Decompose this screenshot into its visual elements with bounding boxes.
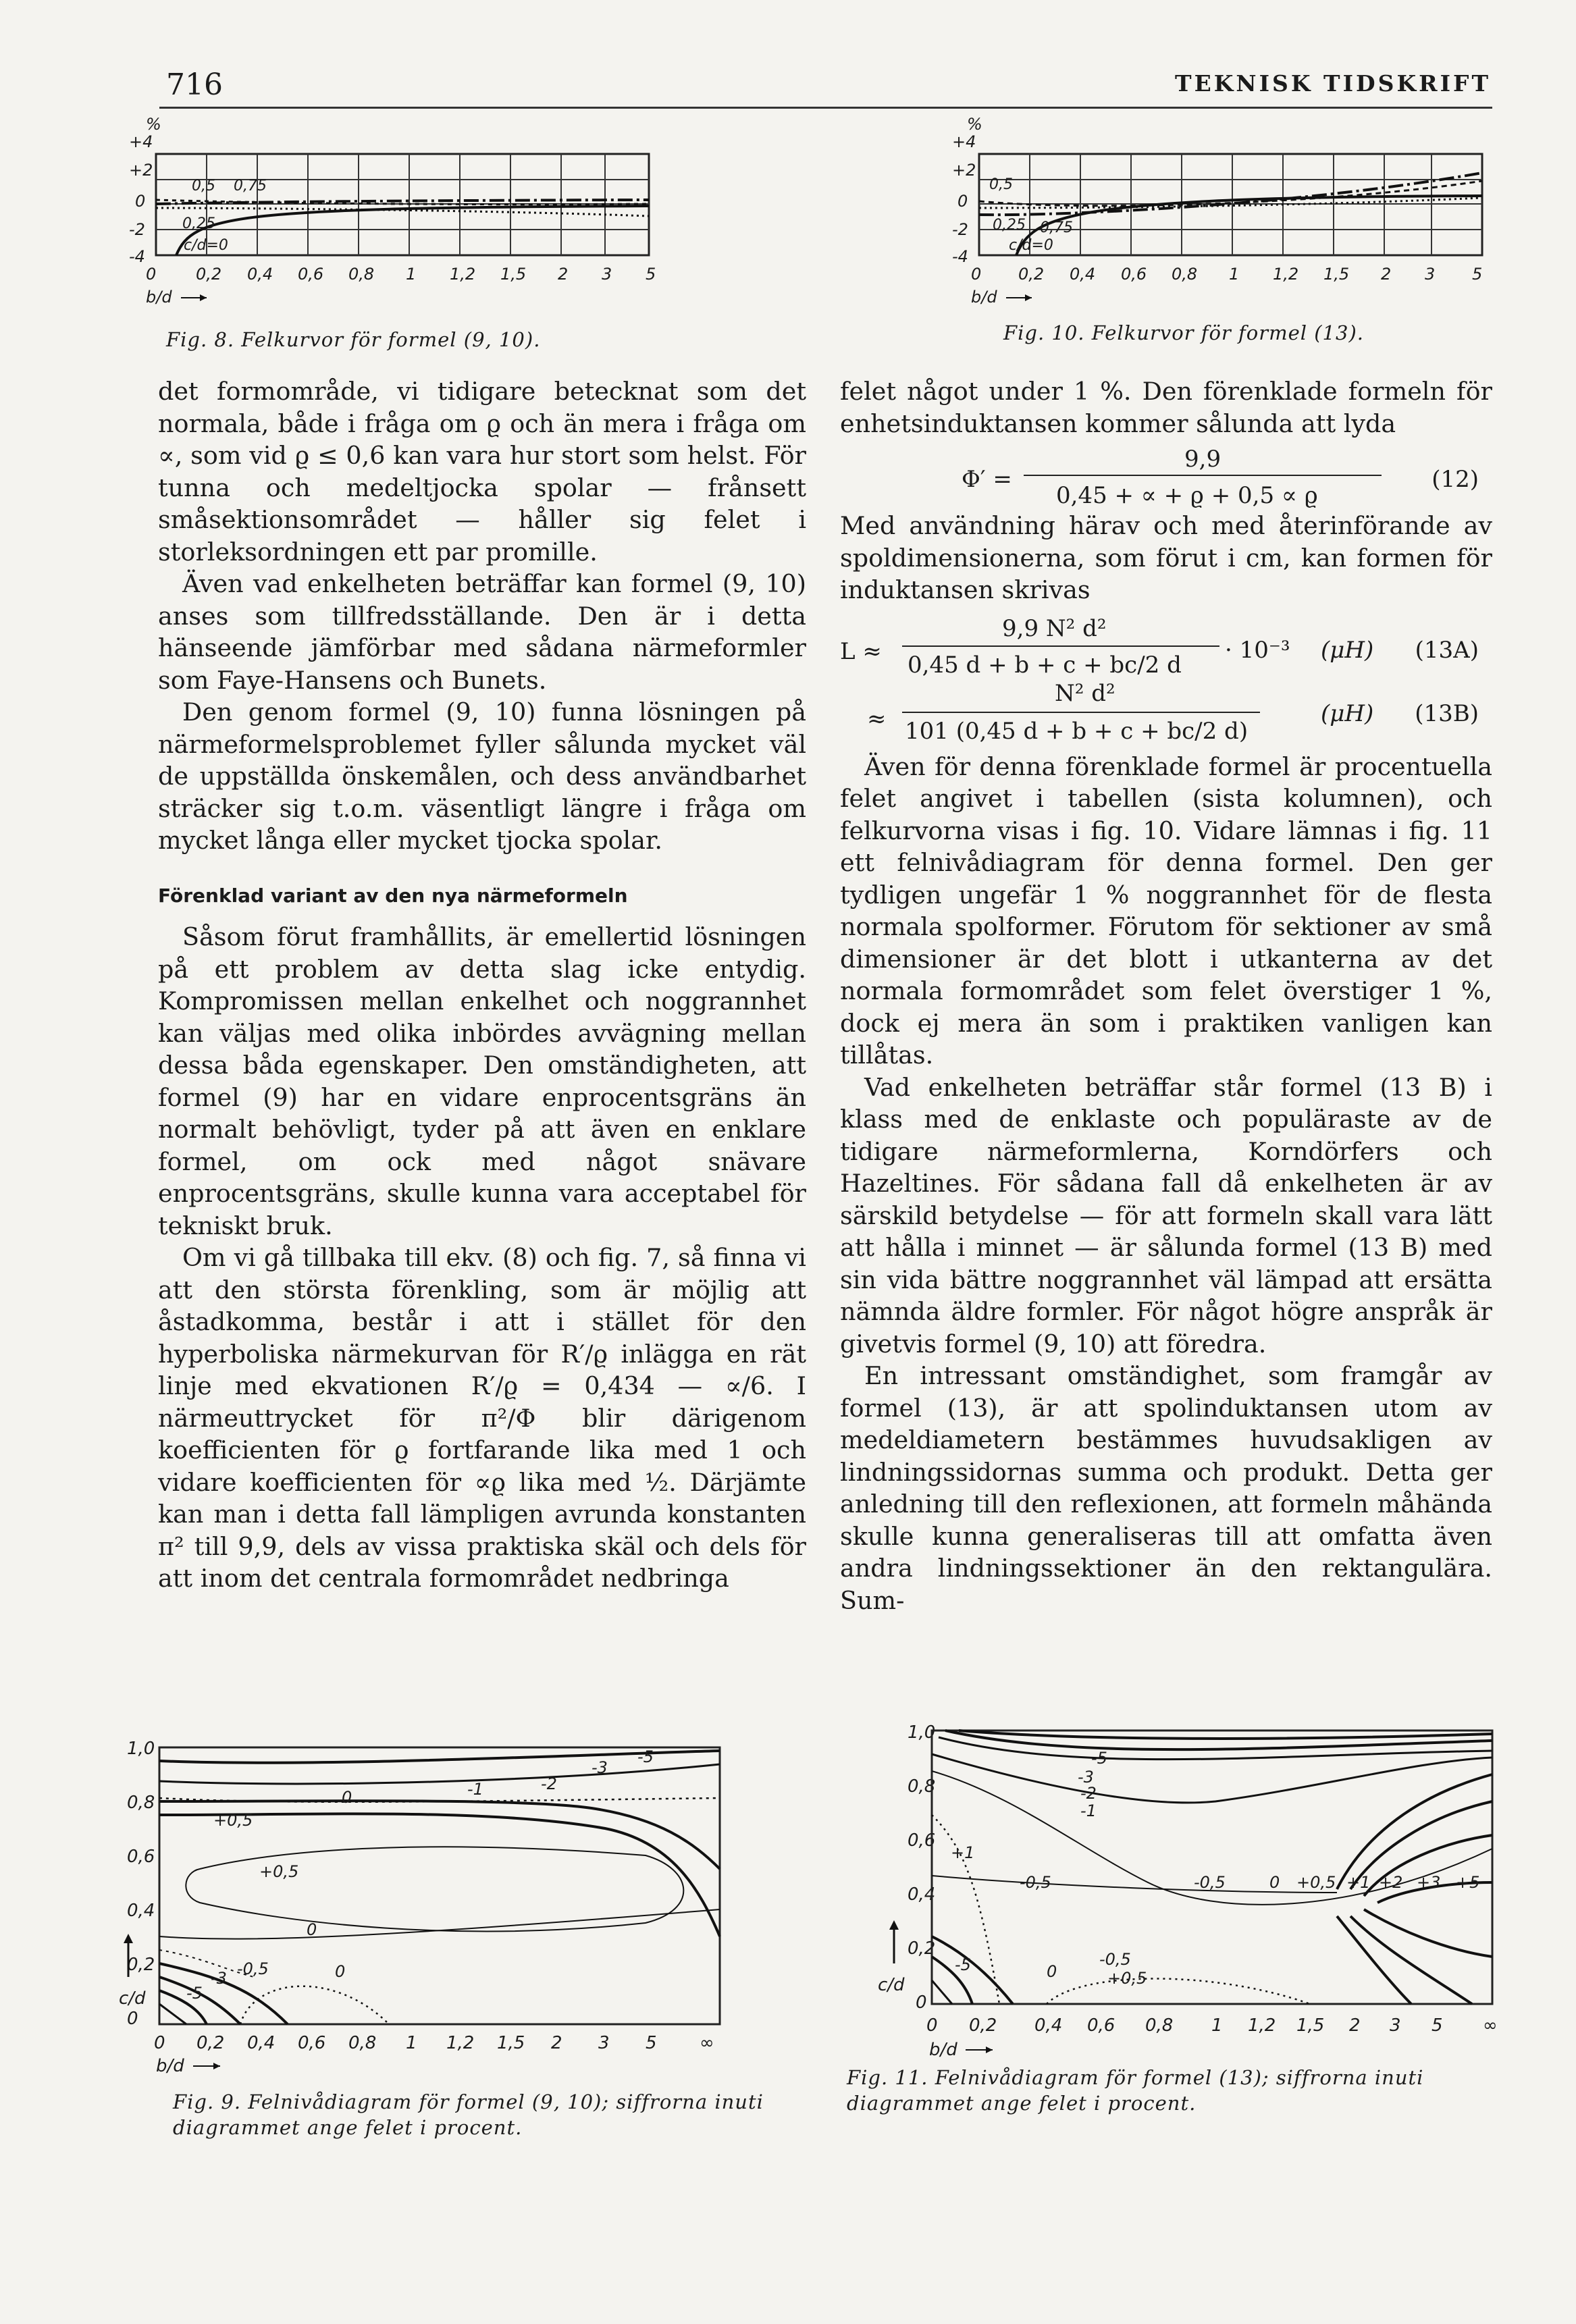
fig9-level-label: -0,5 xyxy=(237,1959,269,1978)
fig11-xtick: 0,6 xyxy=(1087,2015,1115,2036)
eq12-lhs: Φ′ = xyxy=(962,466,1012,493)
left-paragraph-2: Även vad enkelheten beträffar kan formel (9, 10) anses som tillfredsställande. Den är i detta hänseende jämförbar med sådana närmeformler som Faye-Hansens och Bunets. xyxy=(158,569,806,695)
fig9-level-label: -1 xyxy=(467,1780,483,1799)
fig8-xtick: 1,5 xyxy=(500,265,527,284)
fig11-ytick: 0,4 xyxy=(908,1884,936,1905)
fig10-ytick: +4 xyxy=(952,132,976,151)
fig8-ytick: +4 xyxy=(129,132,153,151)
right-paragraph-5: En intressant omständighet, som framgår av formel (13), är att spolinduktansen utom av medeldiametern bestämmes huvudsakligen av lindningssidornas summa och produkt. Detta ger anledning till den reflexionen, att formeln måhända skulle kunna generaliseras till att omfatta även andra lindningssektioner än den rektangulära. Sum- xyxy=(840,1361,1492,1615)
fig10-curve-label: 0,75 xyxy=(1040,219,1073,236)
fig11-caption-line-2: diagrammet ange felet i procent. xyxy=(847,2092,1197,2115)
fig10-curve-label: c/d=0 xyxy=(1009,237,1053,254)
fig8-caption: Fig. 8. Felkurvor för formel (9, 10). xyxy=(166,328,541,351)
fig8-ytick: -2 xyxy=(129,220,145,239)
fig11-xtick: ∞ xyxy=(1483,2015,1498,2036)
eq13b-label: (13B) xyxy=(1415,699,1479,727)
fig8-ytick: -4 xyxy=(129,247,145,266)
right-paragraph-2: Med användning härav och med återinförande av spoldimensionerna, som förut i cm, kan formen för induktansen skrivas xyxy=(840,511,1492,604)
fig8-xtick: 1 xyxy=(406,265,417,284)
fig10-xtick: 5 xyxy=(1472,265,1483,284)
fig9-level-label: 0 xyxy=(335,1962,346,1981)
fig10-xtick: 3 xyxy=(1425,265,1436,284)
eq13a-lhs: L ≈ xyxy=(840,637,882,665)
fig9-xtick: 0,8 xyxy=(348,2033,377,2053)
eq13b-numerator: N² d² xyxy=(1055,679,1115,707)
fig9-caption-line-2: diagrammet ange felet i procent. xyxy=(173,2116,523,2139)
fig10-x-label: b/d xyxy=(971,288,997,307)
fig9-level-label: 0 xyxy=(342,1788,352,1807)
fig8-curve-label: 0,5 xyxy=(192,178,215,194)
fig11-xtick: 2 xyxy=(1349,2015,1361,2036)
left-paragraph-4: Såsom förut framhållits, är emellertid lösningen på ett problem av detta slag icke entydig. Kompromissen mellan enkelhet och noggrannhet kan väljas med olika inbördes avvägning mellan dessa båda egenskaper. Den omständigheten, att formel (9) har en vidare enprocentsgräns än normalt behövligt, tyder på att även en enklare formel, om ock med något snävare enprocentsgräns, skulle kunna vara acceptabel för tekniskt bruk. xyxy=(158,922,806,1240)
fig9-ytick: 0,2 xyxy=(127,1955,155,1975)
fig9-xtick: 1,2 xyxy=(446,2033,475,2053)
fig11-level-label: -0,5 xyxy=(1194,1873,1226,1892)
fig9-xtick: 0 xyxy=(154,2033,165,2053)
fig11-level-label: +5 xyxy=(1456,1873,1480,1892)
fig10-xtick: 0,4 xyxy=(1070,265,1096,284)
fig8-curve-label: c/d=0 xyxy=(184,237,228,254)
fig11-level-label: -0,5 xyxy=(1020,1873,1051,1892)
fig10-ytick: 0 xyxy=(957,192,968,211)
fig10-xtick: 2 xyxy=(1381,265,1392,284)
eq13a-unit: (μH) xyxy=(1321,636,1374,664)
fig8-xtick: 5 xyxy=(646,265,656,284)
fig9-level-label: +0,5 xyxy=(259,1862,299,1881)
fig8-xtick: 1,2 xyxy=(450,265,476,284)
fig9-level-label: -3 xyxy=(211,1969,227,1988)
equation-13a xyxy=(840,610,1492,678)
fig10-xtick: 1 xyxy=(1229,265,1240,284)
fig11-caption-line-1: Fig. 11. Felnivådiagram för formel (13); siffrorna inuti xyxy=(847,2066,1424,2089)
fig10-curve-label: 0,5 xyxy=(989,176,1013,193)
fig11-level-label: +2 xyxy=(1379,1873,1403,1892)
fig9-level-label: -3 xyxy=(592,1758,608,1777)
fig9-ytick: 0 xyxy=(127,2009,138,2029)
header-rule xyxy=(159,107,1492,109)
fig10-xtick: 0,6 xyxy=(1121,265,1147,284)
fig11-level-label: -2 xyxy=(1080,1784,1097,1803)
left-paragraph-1: det formområde, vi tidigare betecknat som det normala, både i fråga om ϱ och än mera i fråga om ∝, som vid ϱ ≤ 0,6 kan vara hur stort som helst. För tunna och medeltjocka spolar — frånsett småsektionsområdet — håller sig felet i storleksordningen ett par promille. xyxy=(158,377,806,566)
fig8-xtick: 0 xyxy=(146,265,157,284)
fig11-ytick: 0,2 xyxy=(908,1938,936,1959)
fig11-ytick: 0,6 xyxy=(908,1830,936,1851)
fig9-xtick: 0,6 xyxy=(298,2033,326,2053)
fig11-level-label: 0 xyxy=(1269,1873,1280,1892)
fig11-level-label: -5 xyxy=(1091,1749,1107,1768)
fig8-xtick: 0,6 xyxy=(298,265,324,284)
fig10-curve-label: 0,25 xyxy=(993,217,1026,234)
fig8-y-unit: % xyxy=(146,115,161,134)
fig11-level-label: -3 xyxy=(1078,1768,1094,1787)
eq13a-denominator: 0,45 d + b + c + bc/2 d xyxy=(908,651,1182,679)
fig10-ytick: +2 xyxy=(952,161,976,180)
fig9-ytick: 0,6 xyxy=(127,1847,155,1867)
fig11-xtick: 0,4 xyxy=(1034,2015,1063,2036)
fig10-xtick: 1,5 xyxy=(1323,265,1350,284)
fig8-xtick: 0,2 xyxy=(196,265,222,284)
fig11-xtick: 1 xyxy=(1211,2015,1223,2036)
fig9-level-label: -5 xyxy=(186,1984,203,2003)
fig9-ytick: 1,0 xyxy=(127,1739,155,1759)
fig9-xtick: 5 xyxy=(646,2033,657,2053)
fig10-y-unit: % xyxy=(967,115,982,134)
fig8-ytick: 0 xyxy=(135,192,146,211)
right-paragraph-4: Vad enkelheten beträffar står formel (13 B) i klass med de enklaste och populäraste av de tidigare närmeformlerna, Korndörfers och Hazeltines. För sådana fall då enkelheten är av särskild betydelse — för att formeln skall vara lätt att hålla i minnet — är sålunda formel (13 B) med sin vida bättre noggrannhet väl lämpad att ersätta nämnda äldre formler. För något högre anspråk är givetvis formel (9, 10) att föredra. xyxy=(840,1072,1492,1358)
fig11-xtick: 3 xyxy=(1390,2015,1401,2036)
eq12-numerator: 9,9 xyxy=(1184,446,1222,473)
fig11-level-label: -5 xyxy=(955,1955,971,1974)
figure-11 xyxy=(878,1714,1513,2071)
fig8-x-label: b/d xyxy=(146,288,172,307)
fig11-level-label: 0 xyxy=(1047,1962,1057,1981)
equation-12 xyxy=(840,440,1492,510)
fig11-ytick: 1,0 xyxy=(908,1722,936,1743)
section-heading: Förenklad variant av den nya närmeformeln xyxy=(158,884,628,907)
fig11-xtick: 0,2 xyxy=(969,2015,997,2036)
fig9-xtick: 2 xyxy=(551,2033,562,2053)
left-column xyxy=(158,375,806,1595)
fig9-xtick: ∞ xyxy=(700,2033,714,2053)
fig11-xtick: 1,2 xyxy=(1248,2015,1276,2036)
fig11-level-label: +3 xyxy=(1417,1873,1441,1892)
fig9-level-label: +0,5 xyxy=(213,1811,253,1830)
fig9-level-label: -2 xyxy=(541,1774,557,1793)
eq13b-unit: (μH) xyxy=(1321,699,1374,727)
fig8-xtick: 3 xyxy=(602,265,612,284)
fig9-caption-line-1: Fig. 9. Felnivådiagram för formel (9, 10); siffrorna inuti xyxy=(173,2090,764,2113)
fig11-level-label: -1 xyxy=(1080,1801,1097,1820)
right-paragraph-1: felet något under 1 %. Den förenklade formeln för enhetsinduktansen kommer sålunda att lyda xyxy=(840,377,1492,438)
fig11-level-label: -0,5 xyxy=(1099,1950,1131,1969)
journal-title: TEKNISK TIDSKRIFT xyxy=(1175,70,1491,97)
eq12-label: (12) xyxy=(1431,466,1479,493)
fig8-xtick: 2 xyxy=(558,265,569,284)
figure-10 xyxy=(952,113,1499,309)
fig10-xtick: 0,2 xyxy=(1018,265,1045,284)
eq13a-numerator: 9,9 N² d² xyxy=(1002,614,1107,642)
eq13a-factor: · 10⁻³ xyxy=(1225,636,1290,664)
fig8-curve-label: 0,25 xyxy=(182,215,215,232)
fig11-x-label: b/d xyxy=(929,2040,957,2060)
fig11-level-label: +1 xyxy=(1346,1873,1371,1892)
fig10-caption: Fig. 10. Felkurvor för formel (13). xyxy=(1003,321,1364,344)
fig11-xtick: 0 xyxy=(926,2015,938,2036)
fig9-xtick: 1,5 xyxy=(497,2033,525,2053)
fig9-xtick: 0,4 xyxy=(247,2033,275,2053)
fig10-ytick: -2 xyxy=(952,220,968,239)
fig9-ytick: 0,8 xyxy=(127,1793,155,1813)
fig9-y-label: c/d xyxy=(119,1988,146,2009)
right-paragraph-3: Även för denna förenklade formel är procentuella felet angivet i tabellen (sista kolumnen), och felkurvorna visas i fig. 10. Vidare lämnas i fig. 11 ett felnivådiagram för denna formel. Den ger tydligen ungefär 1 % noggrannhet för de flesta normala spolformer. Förutom för sektioner av små dimensioner är det blott i utkanterna av det normala formområdet som felet överstiger 1 %, dock ej mera än som i praktiken vanligen kan tillåtas. xyxy=(840,751,1492,1069)
figure-9 xyxy=(119,1734,747,2078)
fig9-level-label: 0 xyxy=(307,1920,317,1939)
fig11-xtick: 5 xyxy=(1431,2015,1443,2036)
fig8-ytick: +2 xyxy=(129,161,153,180)
fig9-ytick: 0,4 xyxy=(127,1901,155,1921)
fig11-y-label: c/d xyxy=(878,1975,905,1995)
fig8-xtick: 0,4 xyxy=(247,265,273,284)
fig10-ytick: -4 xyxy=(952,247,968,266)
fig10-xtick: 1,2 xyxy=(1273,265,1299,284)
fig11-ytick: 0,8 xyxy=(908,1776,936,1797)
fig11-level-label: +0,5 xyxy=(1296,1873,1336,1892)
left-paragraph-3: Den genom formel (9, 10) funna lösningen på närmeformelsproblemet fyller sålunda mycket väl de uppställda önskemålen, och dess användbarhet sträcker sig t.o.m. väsentligt längre i fråga om mycket långa eller mycket tjocka spolar. xyxy=(158,697,806,855)
page-number: 716 xyxy=(166,68,223,102)
fig9-x-label: b/d xyxy=(156,2056,184,2076)
fig11-xtick: 0,8 xyxy=(1145,2015,1174,2036)
right-column xyxy=(840,375,1492,1616)
fig9-xtick: 3 xyxy=(598,2033,610,2053)
fig9-xtick: 0,2 xyxy=(196,2033,225,2053)
left-paragraph-5: Om vi gå tillbaka till ekv. (8) och fig. 7, så finna vi att den största förenkling, som är möjlig att åstadkomma, består i att i stället för den hyperboliska närmekurvan för R′/ϱ inlägga en rät linje med ekvationen R′/ϱ = 0,434 — ∝/6. I närmeuttrycket för π²/Φ blir därigenom koefficienten för ϱ fortfarande lika med 1 och vidare koefficienten för ∝ϱ lika med ½. Därjämte kan man i detta fall lämpligen avrunda konstanten π² till 9,9, dels av vissa praktiska skäl och dels för att inom det centrala formområdet nedbringa xyxy=(158,1243,806,1593)
eq13a-label: (13A) xyxy=(1415,636,1479,664)
fig9-xtick: 1 xyxy=(406,2033,417,2053)
fig11-ytick: 0 xyxy=(916,1992,927,2013)
eq12-denominator: 0,45 + ∝ + ϱ + 0,5 ∝ ϱ xyxy=(1056,482,1318,509)
equation-13b xyxy=(840,678,1492,751)
fig8-curve-label: 0,75 xyxy=(234,178,267,194)
eq13b-denominator: 101 (0,45 d + b + c + bc/2 d) xyxy=(905,717,1249,745)
fig10-xtick: 0,8 xyxy=(1172,265,1198,284)
figure-8 xyxy=(126,113,679,309)
eq13b-lhs: ≈ xyxy=(867,705,887,733)
fig11-xtick: 1,5 xyxy=(1296,2015,1325,2036)
fig11-level-label: +0,5 xyxy=(1107,1969,1147,1988)
fig10-xtick: 0 xyxy=(971,265,982,284)
fig11-level-label: +1 xyxy=(951,1843,975,1862)
fig9-level-label: -5 xyxy=(637,1747,654,1766)
fig8-xtick: 0,8 xyxy=(348,265,375,284)
